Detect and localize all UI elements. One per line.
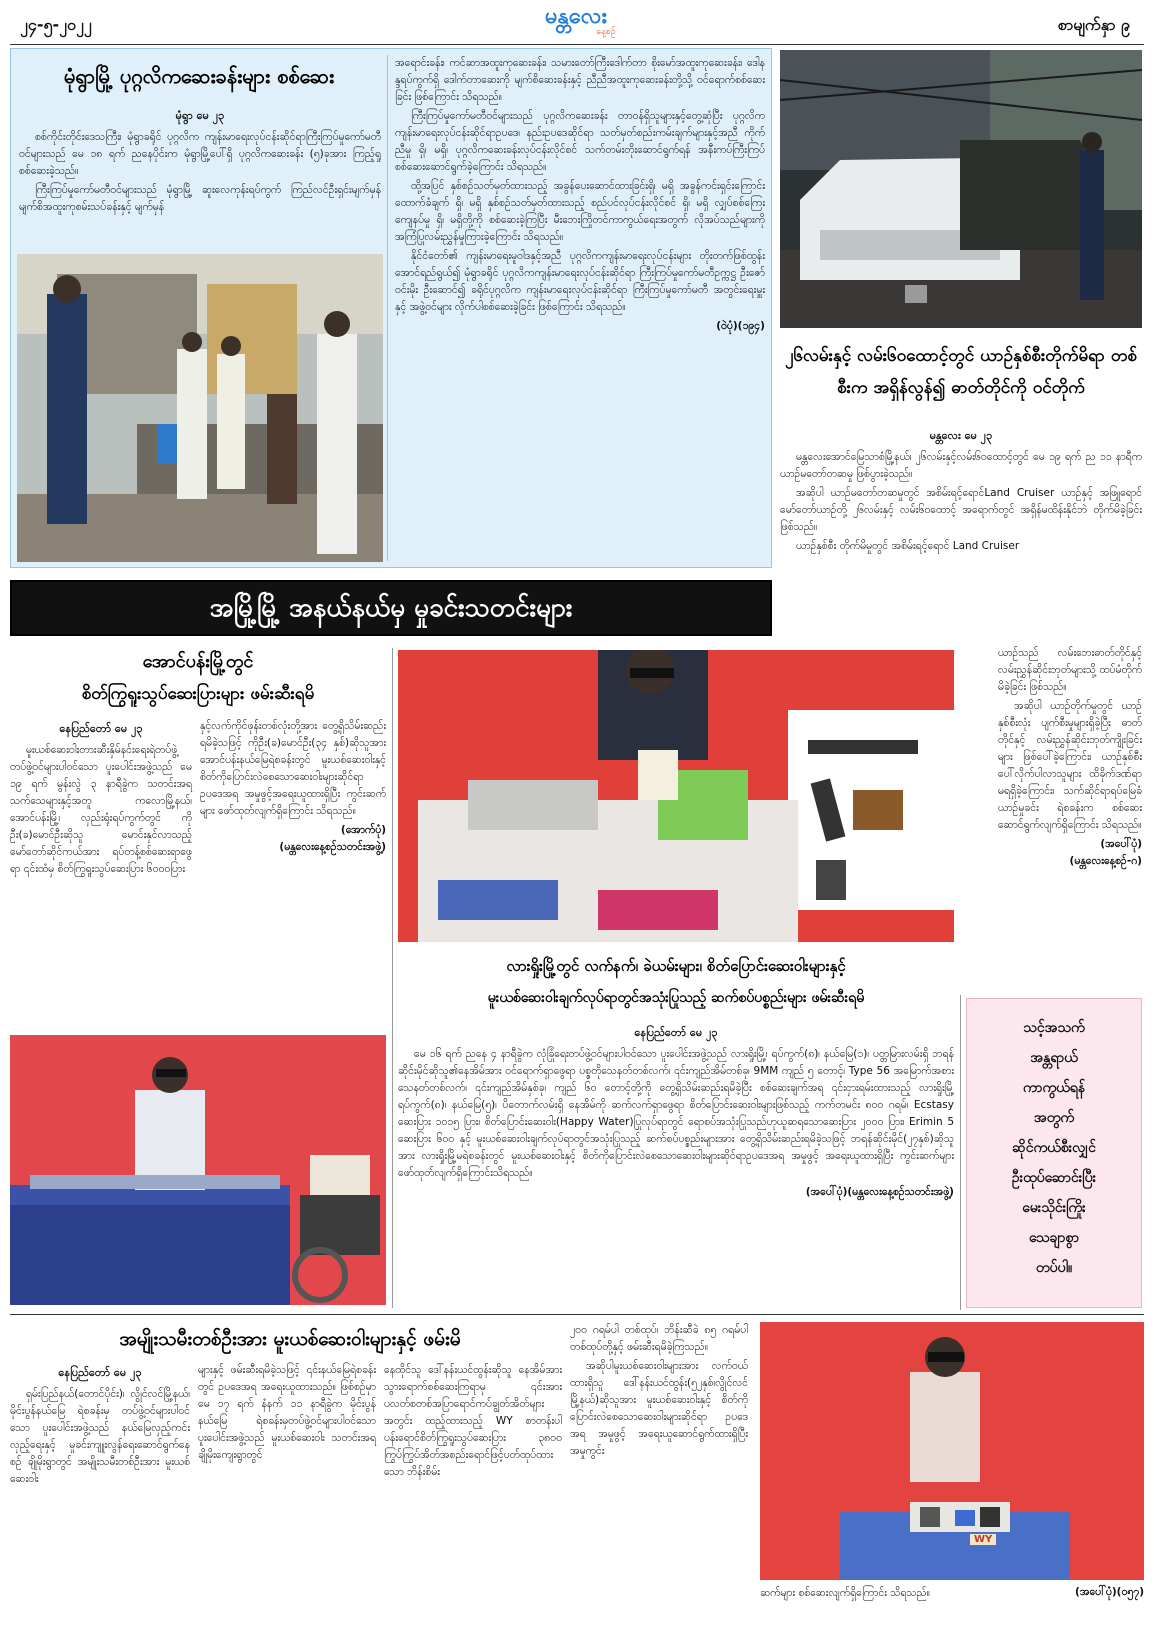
story2-headline: ၂၆လမ်းနှင့် လမ်း၆၀ထောင့်တွင် ယာဉ်နှစ်စီးတိုက်မိရာ တစ်စီးက အရှိန်လွန်၍ ဓာတ်တိုင်ကို ဝင်တိုက် — [785, 346, 1137, 398]
helmet-safety-ad-text — [967, 999, 1141, 1283]
story1-paragraph: အရောင်းခန်း၊ ကင်ဆာအထူးကုဆေးခန်း၊ သမားတော်ကြီးဒေါက်တာ စိုးမော်အထူးကုဆေးခန်း၊ ဒေါနန္ဒရပ်ကွက်ရှိ ဒေါက်တာဆေးကို မျက်စိဆေးခန်းနှင့် ညီညီအထူးကုဆေးခန်းတို့သို့ ဝင်ရောက်စစ်ဆေးခြင်း ဖြစ်ကြောင်း သိရသည်။ — [395, 57, 765, 103]
ad-line: အန္တရာယ် — [1030, 1050, 1078, 1066]
story2-paragraph: အဆိုပါ ယာဉ်မတော်တဆမှုတွင် အစိမ်းရင့်ရောင်Land Cruiser ယာဉ်နှင့် အဖြူရောင်မော်တော်ယာဉ်တို့ ၂၆လမ်းနှင့် လမ်း၆၀ထောင့် အရောက်တွင် အရှိန်မထိန်းနိုင်ဘဲ တိုက်မိခဲ့ခြင်းဖြစ်သည်။ — [780, 486, 1142, 533]
story3-credit-photo: (အောက်ပုံ) — [340, 824, 386, 836]
story3-col1 — [10, 718, 192, 880]
story1-paragraph: ကြီးကြပ်မှုကော်မတီဝင်များသည် မုံရွာမြို့ ဆူးလေကုန်းရပ်ကွက် ကြည်လင်ဦးရှင်းမျက်မှန် မျက်စိအထူးကုစမ်းသပ်ခန်းနှင့် မျက်မှန် — [19, 184, 381, 213]
story2-credit-photo: (အပေါ်ပုံ) — [1100, 838, 1142, 850]
story1-left-col — [19, 107, 381, 218]
story5-col3 — [384, 1362, 562, 1483]
header-rule — [10, 44, 1144, 45]
story-monywa-clinics — [10, 48, 772, 568]
story3-paragraph: နှင့်လက်ကိုင်ဖုန်းတစ်လုံးတို့အား တွေ့ရှိသိမ်းဆည်းရမိခဲ့သဖြင့် ကိုဦး(ခ)မောင်ဦး(၃၄ နှစ်)ဆိုသူအား အောင်ပန်းနယ်မြေရဲစခန်းတွင် မူးယစ်ဆေးဝါးနှင့် စိတ်ကိုပြောင်းလဲစေသောဆေးဝါးများဆိုင်ရာ ဥပဒေအရ အမှုဖွင့်အရေးယူထားရှိပြီး ကွင်းဆက်များ ဖော်ထုတ်လျက်ရှိကြောင်း သိရသည်။ — [200, 720, 386, 817]
story2-body-cont — [998, 645, 1142, 870]
lashio-seizure-illustration — [398, 650, 954, 942]
story4-headline-line1: လားရှိုးမြို့တွင် လက်နက်၊ ခဲယမ်းများ၊ စိတ်ပြောင်းဆေးဝါးများနှင့် — [506, 957, 846, 975]
story4-paragraph: မေ ၁၆ ရက် ညနေ ၄ နာရီခွဲက လုံခြုံရေးတပ်ဖွဲ့ဝင်များပါဝင်သော ပူးပေါင်းအဖွဲ့သည် လားရှိုးမြို့၊ ရပ်ကွက်(၈)၊ နယ်မြေ(၁)၊ ပတ္တမြားလမ်းရှိ ဘရန်ဆိုင်းမိုင်ဆိုသူ၏နေအိမ်အား ဝင်ရောက်ရှာဖွေရာ ပစ္စတိုသေနတ်တစ်လက်၊ ၎င်းကျည်အိမ်တစ်ခု၊ 9MM ကျည် ၅ တောင့်၊ Type 56 အမြောက်အစားသေနတ်တစ်လက်၊ ၎င်းကျည်အိမ်နှစ်ခု၊ ကျည် ၆၀ တောင့်တို့ကို တွေ့ရှိသိမ်းဆည်းရမိခဲ့ပြီး စစ်ဆေးချက်အရ ၎င်းငှားရမ်းထားသည့် လားရှိုးမြို့ ရပ်ကွက်(၈)၊ နယ်မြေ(၅)၊ ပိတောက်လမ်းရှိ နေအိမ်ကို ဆက်လက်ရှာဖွေရာ စိတ်ပြောင်းဆေးဝါးများဖြစ်သည့် ကက်တမင်း ၈၀၀ ဂရမ်၊ Ecstasy ဆေးပြား ၁၀၁၅ ပြား၊ စိတ်ပြောင်းဆေးဝါး(Happy Water)ပြုလုပ်ရာတွင် ရောစပ်အသုံးပြုသည်ဟုယူဆရသောဆေးပြား ၂၀၀၀ ပြား၊ Erimin 5 ဆေးပြား ၆၀၀ နှင့် မူးယစ်ဆေးဝါးချက်လုပ်ရာတွင်အသုံးပြုသည့် ဆက်စပ်ပစ္စည်းများအား တွေ့ရှိသိမ်းဆည်းရမိခဲ့သဖြင့် ဘရန်ဆိုင်းမိုင်(၂၇နှစ်)ဆိုသူအား လားရှိုးမြို့မရဲစခန်းတွင် မူးယစ်ဆေးဝါးနှင့် စိတ်ကိုပြောင်းလဲစေသောဆေးဝါးများဆိုင်ရာဥပဒေအရ အမှုဖွင့် အရေးယူထားရှိပြီး ကွင်းဆက်များဖော်ထုတ်လျက်ရှိကြောင်းသိရသည်။ — [398, 1047, 954, 1179]
ad-line: တပ်ပါ။ — [1035, 1260, 1073, 1276]
woman-arrest-photo — [760, 1322, 1144, 1580]
clinic-inspection-photo — [17, 254, 383, 562]
story2-paragraph: ယာဉ်နှစ်စီး တိုက်မိမှုတွင် အစိမ်းရင့်ရောင် Land Cruiser — [796, 539, 1020, 552]
story2-paragraph: အဆိုပါ ယာဉ်တိုက်မှုတွင် ယာဉ်နှစ်စီးလုံး ပျက်စီးမှုများရှိခဲ့ပြီး ဓာတ်တိုင်နှင့် လမ်းညွှန်ဆိုင်းဘုတ်ကျိုးခြင်းများ ဖြစ်ပေါ်ခဲ့ကြောင်း၊ ယာဉ်နှစ်စီးပေါ်လိုက်ပါလာသူများ ထိခိုက်ဒဏ်ရာမရရှိခဲ့ကြောင်း၊ သက်ဆိုင်ရာရပ်မြေခံ ယာဉ်မှုခင်း ရဲစခန်းက စစ်ဆေးဆောင်ရွက်လျက်ရှိကြောင်း သိရသည်။ — [998, 700, 1142, 831]
story1-right-col — [395, 55, 765, 335]
story2-paragraph: မန္တလေးအောင်မြေသာစံမြို့နယ်၊ ၂၆လမ်းနှင့်လမ်း၆၀ထောင့်တွင် မေ ၁၉ ရက် ည ၁၁ နာရီက ယာဉ်မတော်တဆမှု ဖြစ်ပွားခဲ့သည်။ — [780, 450, 1142, 480]
story3-paragraph: မူးယစ်ဆေးဝါးတားဆီးနှိမ်နင်းရေးရဲတပ်ဖွဲ့ တပ်ဖွဲ့ဝင်များပါဝင်သော ပူးပေါင်းအဖွဲ့သည် မေ ၁၉ ရက် မွန်းလွဲ ၃ နာရီခွဲက သတင်းအရ သက်သေများနှင့်အတူ ကလောမြို့နယ်၊ အောင်ပန်းမြို့၊ လှည်းရုံးရပ်ကွက်တွင် ကိုဦး(ခ)မောင်ဦးဆိုသူ မောင်းနှင်လာသည့် မော်တော်ဆိုင်ကယ်အား ရပ်တန့်စစ်ဆေးရာဖွေရာ ၎င်းထံမှ စိတ်ကြွရူးသွပ်ဆေးပြား ၆၀၀၀ပြား — [10, 743, 192, 875]
story5-paragraph: ဆက်များ စစ်ဆေးလျက်ရှိကြောင်း သိရသည်။ — [760, 1587, 930, 1599]
story5-col4 — [570, 1322, 748, 1462]
story1-headline: မုံရွာမြို့ ပုဂ္ဂလိကဆေးခန်းများ စစ်ဆေး — [63, 64, 335, 88]
story3-credit: (မန္တလေးနေ့စဉ်သတင်းအဖွဲ့) — [279, 841, 386, 853]
story5-paragraph: ရှမ်းပြည်နယ်(တောင်ပိုင်း)၊ လွိုင်လင်မြို့နယ်၊ မိုင်းပွန်နယ်မြေ ရဲစခန်းမှ တပ်ဖွဲ့ဝင်များပါဝင်သော ပူးပေါင်းအဖွဲ့သည် နယ်မြေလှည့်ကင်းလှည့်ရေးနှင့် မှုခင်းကျူးလွန်ရေးဆောင်ရွက်နေစဉ် ချိုမိုးရွာတွင် အမျိုးသမီးတစ်ဦးအား မူးယစ်ဆေးဝါး — [10, 1387, 190, 1485]
story2-paragraph: ယာဉ်သည် လမ်းဘေးဓာတ်တိုင်နှင့် လမ်းညွှန်ဆိုင်းဘုတ်များသို့ ထပ်မံတိုက်မိခဲ့ခြင်း ဖြစ်သည်။ — [998, 647, 1142, 693]
ad-line: ဆိုင်ကယ်စီးလျှင် — [1012, 1140, 1096, 1156]
header-date: ၂၄-၅-၂၀၂၂ — [20, 15, 92, 34]
story4-body — [398, 1022, 954, 1201]
crime-news-banner — [10, 580, 772, 636]
story5-headline: အမျိုးသမီးတစ်ဦးအား မူးယစ်ဆေးဝါးများနှင့် ဖမ်းမိ — [119, 1328, 461, 1350]
story3-story4-rule — [392, 648, 393, 1308]
story2-credit: (မန္တလေးနေ့စဉ်-ဂ) — [1069, 855, 1142, 867]
story1-paragraph: နိုင်ငံတော်၏ ကျန်းမာရေးမူဝါဒနှင့်အညီ ပုဂ္ဂလိကကျန်းမာရေးလုပ်ငန်းများ တိုးတက်ဖြစ်ထွန်းအောင်ရည်ရွယ်၍ မုံရွာခရိုင် ပုဂ္ဂလိကကျန်းမာရေးလုပ်ငန်းဆိုင်ရာ ကြီးကြပ်မှုကော်မတီဥက္ကဋ္ဌ ဦးဇော်ဝင်းမိုး ဦးဆောင်၍ ခရိုင်ပုဂ္ဂလိက ကျန်းမာရေးလုပ်ငန်းဆိုင်ရာ ကြီးကြပ်မှုကော်မတီ အတွင်းရေးမှူးနှင့် အဖွဲ့ဝင်များ လိုက်ပါစစ်ဆေးခဲ့ခြင်း ဖြစ်ကြောင်း သိရသည်။ — [395, 250, 765, 313]
page-header — [0, 0, 1154, 46]
story5-col1 — [10, 1362, 190, 1490]
story5-tail — [760, 1585, 1000, 1604]
story5-paragraph: နေထိုင်သူ ဒေါ်နန်းယင်ထွန်းဆိုသူ နေအိမ်အား သွားရောက်စစ်ဆေးကြရာမှ ၎င်းအား ပလတ်စတစ်အပြာရောင်ကပ်ချွတ်အိတ်များအတွင်း ထည့်ထားသည့် WY စာတန်းပါ ပန်းရောင်စိတ်ကြွရူးသွပ်ဆေးပြား ၃၈၀၀ ကြွပ်ကြွပ်အိတ်အစည်းရောင်ဖြင့်ပတ်ထုပ်ထားသော ဘိန်းစိမ်း — [384, 1364, 562, 1478]
wy-label: WY — [970, 1534, 996, 1545]
ad-line: မေးသိုင်းကြိုး — [1022, 1200, 1086, 1216]
masthead-logo — [506, 4, 646, 42]
story3-col2 — [200, 718, 386, 856]
story4-ad-rule — [960, 995, 961, 1310]
story1-paragraph: ကြီးကြပ်မှုကော်မတီဝင်များသည် ပုဂ္ဂလိကဆေးခန်း တာဝန်ရှိသူများနှင့်တွေ့ဆုံပြီး ပုဂ္ဂလိကကျန်းမာရေးလုပ်ငန်းဆိုင်ရာဥပဒေ၊ နည်းဥပဒေဆိုင်ရာ သတ်မှတ်စည်းကမ်းချက်များနှင့်အညီ ကိုက်ညီမှု ရှိ၊ မရှိ၊ ပုဂ္ဂလိကဆေးခန်းလုပ်ငန်းလိုင်စင် သက်တမ်းတိုးဆောင်ရွက်ရန် အနီးကပ်ကြီးကြပ်စစ်ဆေးဆောင်ရွက်ခဲ့ကြောင်း သိရသည်။ — [395, 110, 765, 173]
story1-paragraph: ထို့အပြင် နှစ်စဉ်သတ်မှတ်ထားသည့် အခွန်ပေးဆောင်ထားခြင်းရှိ၊ မရှိ အခွန်ကင်းရှင်းကြောင်းထောက်ခံချက် ရှိ၊ မရှိ နှစ်စဉ်သတ်မှတ်ထားသည့် စည်ပင်လုပ်ငန်းလိုင်စင် ရှိ၊ မရှိ လျှပ်စစ်ကြေးကျေနပ်မှု ရှိ၊ မရှိတို့ကို စစ်ဆေးခဲ့ကြပြီး မီးဘေးကြိုတင်ကာကွယ်ရေးအတွက် လိုအပ်သည်များကို အကြံပြုလမ်းညွှန်မှုကြားခဲ့ကြောင်း သိရသည်။ — [395, 180, 765, 243]
car-crash-photo — [780, 50, 1142, 328]
story5-paragraph: ၂၀၀ ဂရမ်ပါ တစ်ထုပ်၊ ဘိန်းဆီခဲ ၈၅ ဂရမ်ပါ တစ်ထုပ်တို့နှင့် ဖမ်းဆီးရမိခဲ့ကြသည်။ — [570, 1324, 748, 1353]
clinic-inspection-illustration — [17, 254, 383, 562]
story5-byline: နေပြည်တော် မေ ၂၃ — [58, 1366, 142, 1379]
ad-line: ကာကွယ်ရန် — [1022, 1080, 1086, 1096]
story3-headline-line1: အောင်ပန်းမြို့တွင် — [142, 651, 254, 672]
ad-line: သေချာစွာ — [1028, 1230, 1080, 1246]
ad-line: သင့်အသက် — [1023, 1020, 1085, 1036]
story5-paragraph: အဆိုပါမူးယစ်ဆေးဝါးများအား လက်ဝယ်ထားရှိသူ ဒေါ်နန်းယင်ထွန်း(၅၂နှစ်၊လွိုင်လင်မြို့နယ်)ဆိုသူအား မူးယစ်ဆေးဝါးနှင့် စိတ်ကိုပြောင်းလဲစေသောဆေးဝါးများဆိုင်ရာ ဥပဒေအရ အမှုဖွင့် အရေးယူဆောင်ရွက်ထားရှိပြီး အမှုကွင်း — [570, 1360, 748, 1457]
story1-credit: (ဝဲပုံ)(၁၉၄) — [716, 320, 765, 332]
story4-credit: (အပေါ်ပုံ)(မန္တလေးနေ့စဉ်သတင်းအဖွဲ့) — [805, 1185, 954, 1198]
story1-column-rule — [387, 55, 388, 561]
ad-line: ဦးထုပ်ဆောင်းပြီး — [1011, 1170, 1097, 1186]
story1-paragraph: စစ်ကိုင်းတိုင်းဒေသကြီး၊ မုံရွာခရိုင် ပုဂ္ဂလိက ကျန်းမာရေးလုပ်ငန်းဆိုင်ရာကြီးကြပ်မှုကော်မတီဝင်များသည် မေ ၁၈ ရက် ညနေပိုင်းက မုံရွာမြို့ပေါ်ရှိ ပုဂ္ဂလိကဆေးခန်း (၅)ခုအား ကြည့်ရှုစစ်ဆေးခဲ့သည်။ — [19, 131, 381, 177]
woman-arrest-illustration — [760, 1322, 1144, 1580]
masthead-logo-sub: နေ့စဉ် — [596, 27, 616, 37]
story5-col2 — [198, 1362, 376, 1466]
story2-byline: မန္တလေး မေ ၂၃ — [929, 429, 993, 442]
aungban-seizure-photo — [10, 1035, 386, 1305]
helmet-safety-ad — [966, 998, 1142, 1308]
car-crash-illustration — [780, 50, 1142, 328]
story2-body — [780, 425, 1142, 557]
lower-section-rule — [10, 1314, 1144, 1315]
header-page-number: စာမျက်နှာ ၉ — [1057, 15, 1130, 34]
crime-news-banner-text: အမြို့မြို့ အနယ်နယ်မှ မှုခင်းသတင်းများ — [209, 593, 573, 623]
aungban-seizure-illustration — [10, 1035, 386, 1305]
story5-paragraph: များနှင့် ဖမ်းဆီးရမိခဲ့သဖြင့် ၎င်းနယ်မြေရဲစခန်းတွင် ဥပဒေအရ အရေးယူထားသည်။ ဖြစ်စဉ်မှာ မေ ၁၇ ရက် နံနက် ၁၁ နာရီခွဲက မိုင်းပွန်နယ်မြေ ရဲစခန်းမှတပ်ဖွဲ့ဝင်များပါဝင်သော ပူးပေါင်းအဖွဲ့သည် မူးယစ်ဆေးဝါး သတင်းအရ ချိုမိုးကျေးရွာတွင် — [198, 1364, 376, 1461]
story4-byline: နေပြည်တော် မေ ၂၃ — [634, 1026, 718, 1039]
story4-headline-line2: မူးယစ်ဆေးဝါးချက်လုပ်ရာတွင်အသုံးပြုသည့် ဆက်စပ်ပစ္စည်းများ ဖမ်းဆီးရမိ — [487, 990, 865, 1006]
story3-headline-line2: စိတ်ကြွရူးသွပ်ဆေးပြားများ ဖမ်းဆီးရမိ — [81, 684, 315, 704]
story5-credit: (အပေါ်ပုံ)(၀၅၇) — [1075, 1586, 1144, 1598]
story1-byline: မုံရွာ မေ ၂၃ — [175, 109, 225, 122]
ad-line: အတွက် — [1033, 1110, 1075, 1126]
lashio-seizure-photo — [398, 650, 954, 942]
story3-byline: နေပြည်တော် မေ ၂၃ — [59, 722, 143, 735]
masthead-logo-text: မန္တလေး — [544, 4, 608, 29]
